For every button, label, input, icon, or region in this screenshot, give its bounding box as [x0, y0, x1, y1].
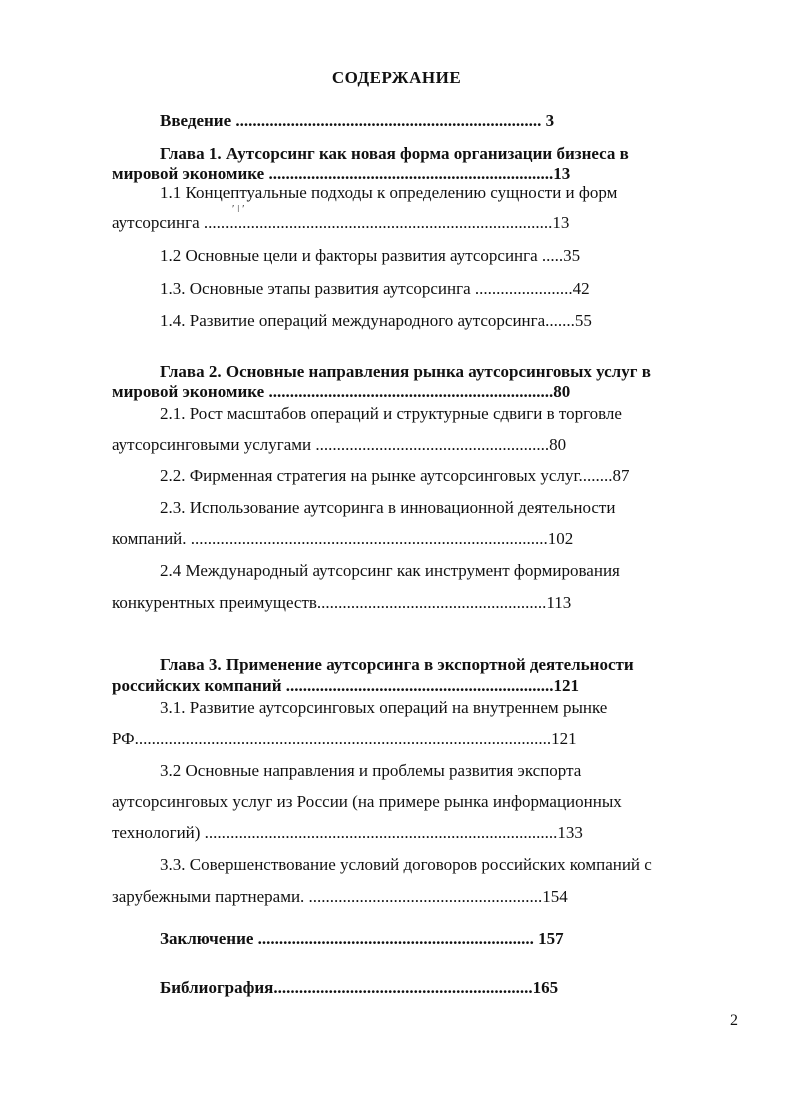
toc-section-1-1-line-2: аутсорсинга ..................................................................................13 [112, 213, 570, 232]
toc-section-3-3-line-1: 3.3. Совершенствование условий договоров российских компаний с [160, 855, 652, 874]
toc-conclusion: Заключение ................................................................. 157 [160, 929, 564, 948]
toc-chapter-1-line-2: мировой экономике ...................................................................13 [112, 164, 571, 183]
toc-section-2-3-line-2: компаний. ....................................................................................102 [112, 529, 574, 548]
toc-section-3-1-line-1: 3.1. Развитие аутсорсинговых операций на внутреннем рынке [160, 698, 608, 717]
toc-bibliography: Библиография.............................................................165 [160, 978, 559, 997]
toc-section-2-3-line-1: 2.3. Использование аутсоринга в инновационной деятельности [160, 498, 616, 517]
toc-heading: СОДЕРЖАНИЕ [331, 68, 462, 87]
toc-section-3-2-line-3: технологий) ...................................................................................133 [112, 823, 583, 842]
toc-section-1-1-line-1: 1.1 Концептуальные подходы к определению сущности и форм [160, 183, 618, 202]
toc-intro: Введение ........................................................................ 3 [160, 111, 555, 130]
toc-section-1-3: 1.3. Основные этапы развития аутсорсинга .......................42 [160, 279, 590, 298]
toc-chapter-3-line-1: Глава 3. Применение аутсорсинга в экспортной деятельности [160, 655, 634, 674]
toc-section-3-1-line-2: РФ..................................................................................................121 [112, 729, 577, 748]
page-number: 2 [730, 1012, 738, 1029]
toc-chapter-2-line-2: мировой экономике ...................................................................80 [112, 382, 571, 401]
toc-section-3-3-line-2: зарубежными партнерами. .......................................................154 [112, 887, 568, 906]
toc-section-3-2-line-2: аутсорсинговых услуг из России (на примере рынка информационных [112, 792, 622, 811]
toc-section-2-1-line-2: аутсорсинговыми услугами .......................................................80 [112, 435, 567, 454]
toc-section-2-4-line-2: конкурентных преимуществ......................................................113 [112, 593, 572, 612]
toc-chapter-1-line-1: Глава 1. Аутсорсинг как новая форма организации бизнеса в [160, 144, 629, 163]
toc-section-3-2-line-1: 3.2 Основные направления и проблемы развития экспорта [160, 761, 582, 780]
toc-chapter-3-line-2: российских компаний ...............................................................121 [112, 676, 580, 695]
toc-section-1-2: 1.2 Основные цели и факторы развития аутсорсинга .....35 [160, 246, 581, 265]
toc-chapter-2-line-1: Глава 2. Основные направления рынка аутсорсинговых услуг в [160, 362, 651, 381]
toc-section-2-4-line-1: 2.4 Международный аутсорсинг как инструмент формирования [160, 561, 620, 580]
scan-mark: ʹ ǀ ʹ [232, 203, 245, 215]
toc-section-1-4: 1.4. Развитие операций международного аутсорсинга.......55 [160, 311, 592, 330]
toc-section-2-2: 2.2. Фирменная стратегия на рынке аутсорсинговых услуг........87 [160, 466, 630, 485]
toc-section-2-1-line-1: 2.1. Рост масштабов операций и структурные сдвиги в торговле [160, 404, 622, 423]
